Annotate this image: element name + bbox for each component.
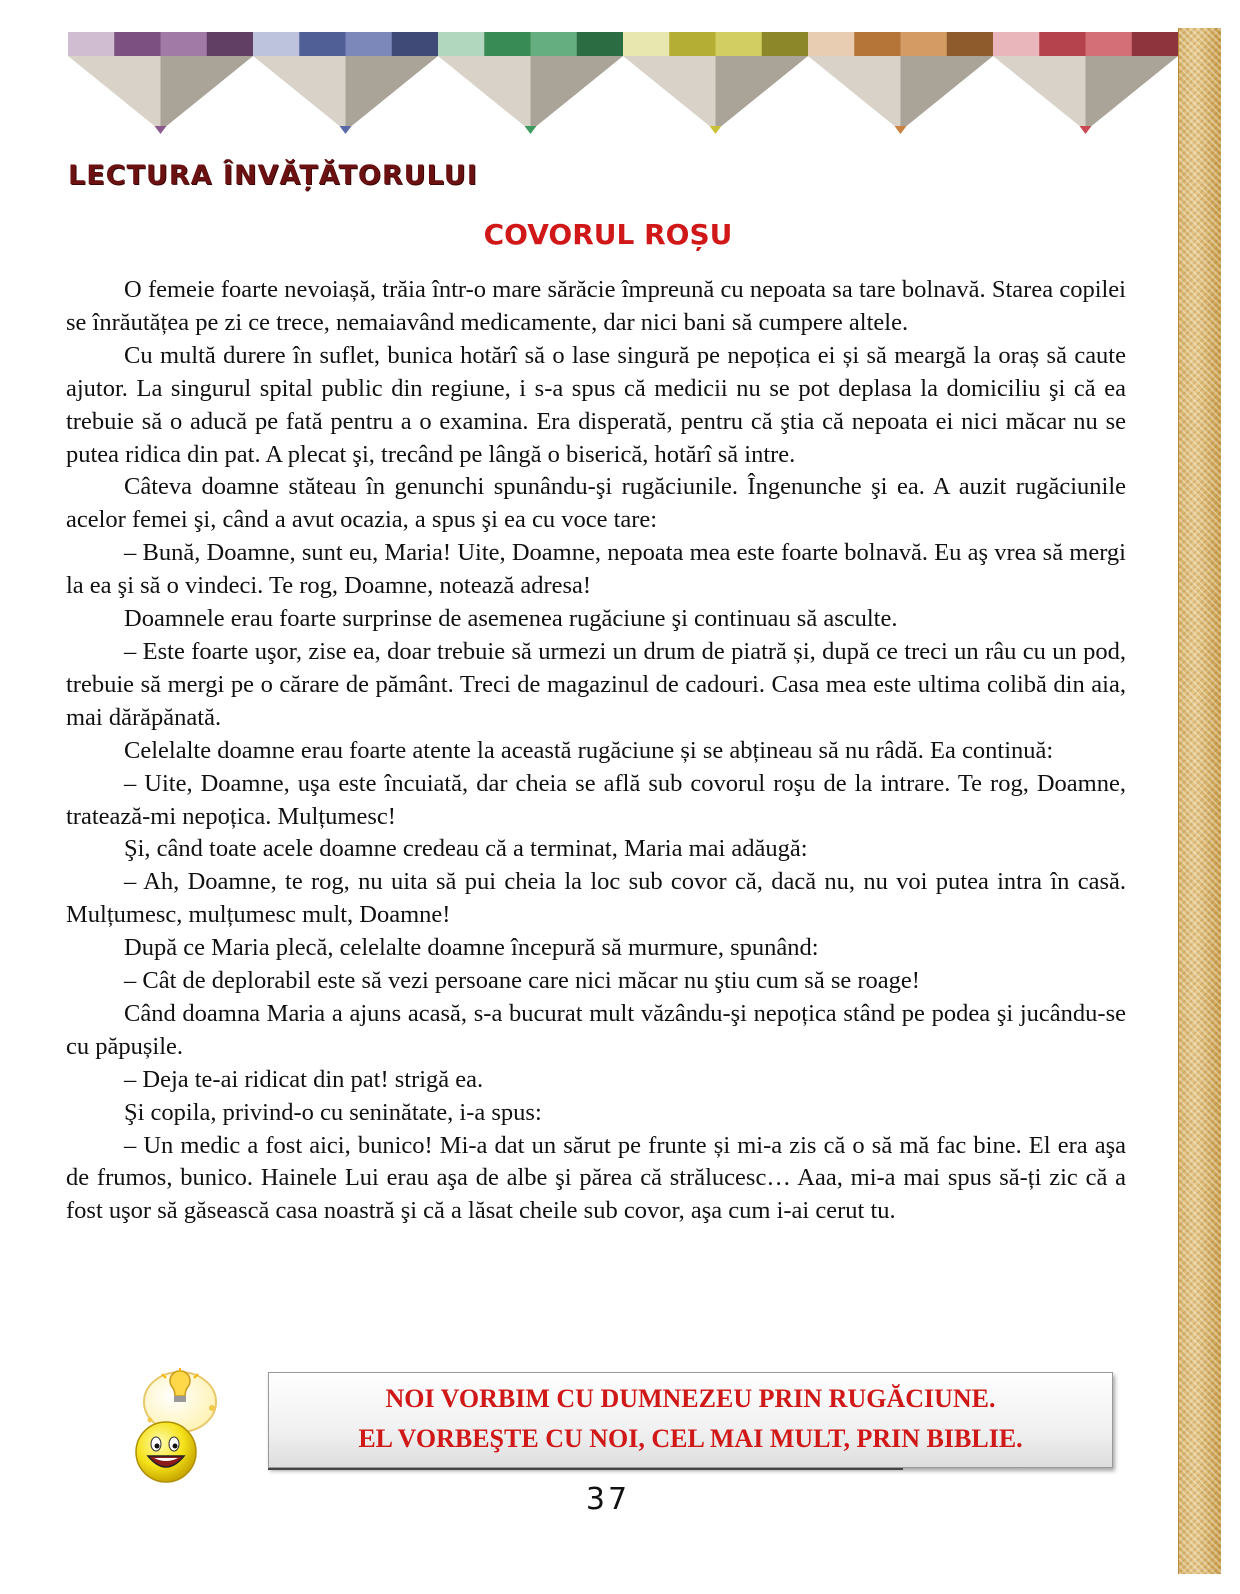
story-paragraph: Cu multă durere în suflet, bunica hotărî să o lase singură pe nepoțica ei și să meargă la oraș să caute ajutor. La singurul spital public din regiune, i s-a spus că medicii nu se pot deplasa la domiciliu şi că ea trebuie să o aducă pe fată pentru a o examina. Era disperată, pentru că ştia că nepoata ei nici măcar nu se putea ridica din pat. A plecat şi, trecând pe lângă o biserică, hotărî să intre. xyxy=(66,341,1126,468)
pencil-icon xyxy=(253,32,439,134)
story-paragraph: Şi, când toate acele doamne credeau că a terminat, Maria mai adăugă: xyxy=(124,835,808,863)
pencil-icon xyxy=(623,32,809,134)
decorative-side-stripe xyxy=(1178,28,1221,1574)
section-heading: LECTURA ÎNVĂȚĂTORULUI xyxy=(68,160,478,191)
story-paragraph: După ce Maria plecă, celelalte doamne începură să murmure, spunând: xyxy=(124,934,819,962)
pencil-icon xyxy=(993,32,1178,134)
pencil-icon xyxy=(438,32,624,134)
story-title: COVORUL ROȘU xyxy=(483,218,733,251)
story-paragraph: – Ah, Doamne, te rog, nu uita să pui cheia la loc sub covor că, dacă nu, nu voi putea intra în casă. Mulțumesc, mulțumesc mult, Doamne! xyxy=(66,868,1126,929)
story-paragraph: Câteva doamne stăteau în genunchi spunându-şi rugăciunile. Îngenunche şi ea. A auzit rugăciunile acelor femei şi, când a avut ocazia, a spus şi ea cu voce tare: xyxy=(66,473,1126,534)
key-message-line: EL VORBEŞTE CU NOI, CEL MAI MULT, PRIN BIBLIE. xyxy=(358,1424,1023,1453)
story-paragraph: Şi copila, privind-o cu seninătate, i-a spus: xyxy=(124,1098,542,1126)
story-paragraph: Celelalte doamne erau foarte atente la această rugăciune și se abțineau să nu râdă. Ea continuă: xyxy=(124,736,1054,764)
story-paragraph: – Bună, Doamne, sunt eu, Maria! Uite, Doamne, nepoata mea este foarte bolnavă. Eu aş vrea să mergi la ea şi să o vindeci. Te rog, Doamne, notează adresa! xyxy=(66,539,1126,600)
story-paragraph: Doamnele erau foarte surprinse de asemenea rugăciune şi continuau să asculte. xyxy=(124,605,898,633)
story-paragraph: – Este foarte uşor, zise ea, doar trebuie să urmezi un drum de piatră și, după ce treci un râu cu un pod, trebuie să mergi pe o cărare de pământ. Treci de magazinul de cadouri. Casa mea este ultima colibă din aia, mai dărăpănată. xyxy=(66,637,1126,731)
callout-underline xyxy=(268,1468,903,1470)
pencil-icon xyxy=(68,32,254,134)
story-paragraph: – Cât de deplorabil este să vezi persoane care nici măcar nu ştiu cum să se roage! xyxy=(124,967,920,995)
page-number: 37 xyxy=(585,1482,631,1517)
story-paragraph: – Deja te-ai ridicat din pat! strigă ea. xyxy=(124,1065,484,1093)
story-paragraph: – Uite, Doamne, uşa este încuiată, dar cheia se află sub covorul roşu de la intrare. Te rog, Doamne, tratează-mi nepoțica. Mulțumesc! xyxy=(66,769,1126,830)
key-message-box xyxy=(268,1372,1113,1468)
story-paragraph: – Un medic a fost aici, bunico! Mi-a dat un sărut pe frunte și mi-a zis că o să mă fac bine. El era aşa de frumos, bunico. Hainele Lui erau aşa de albe şi părea că strălucesc… Aaa, mi-a mai spus să-ți zic că a fost uşor să găsească casa noastră şi că a lăsat cheile sub covor, aşa cum i-ai cerut tu. xyxy=(66,1131,1126,1225)
story-paragraph: O femeie foarte nevoiașă, trăia într-o mare sărăcie împreună cu nepoata sa tare bolnavă. Starea copilei se înrăutățea pe zi ce trece, nemaiavând medicamente, dar nici bani să cumpere altele. xyxy=(66,276,1126,336)
smiley-lightbulb-icon xyxy=(128,1368,238,1488)
key-message-line: NOI VORBIM CU DUMNEZEU PRIN RUGĂCIUNE. xyxy=(385,1384,996,1413)
story-paragraph: Când doamna Maria a ajuns acasă, s-a bucurat mult văzându-şi nepoțica stând pe podea şi jucându-se cu păpușile. xyxy=(66,999,1126,1060)
pencil-banner xyxy=(68,28,1178,138)
pencil-icon xyxy=(808,32,994,134)
story-body xyxy=(66,274,1126,1228)
